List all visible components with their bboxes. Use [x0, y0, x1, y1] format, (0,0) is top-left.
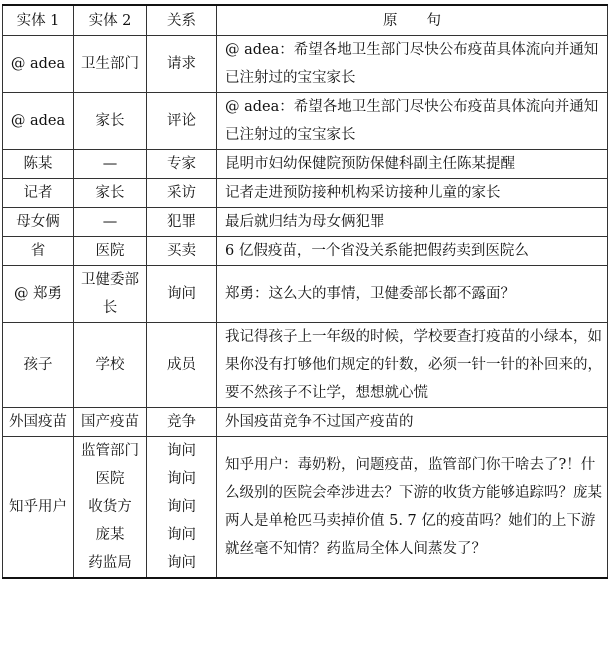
- entity1-cell: 记者: [3, 179, 74, 208]
- entity2-cell: 学校: [74, 323, 147, 408]
- table-row: [3, 323, 608, 408]
- relation-table: [2, 4, 608, 579]
- entity2-cell: 卫健委部长: [74, 266, 147, 323]
- relation-cell: 犯罪: [147, 208, 217, 237]
- entity2-item: 药监局: [88, 555, 132, 571]
- header-sentence: 原 句: [217, 5, 608, 36]
- sentence-cell: 我记得孩子上一年级的时候，学校要查打疫苗的小绿本，如果你没有打够他们规定的针数，必须一针一针的补回来的，要不然孩子不让学，想想就心慌: [217, 323, 608, 408]
- sentence-cell: 记者走进预防接种机构采访接种儿童的家长: [217, 179, 608, 208]
- entity1-cell: @ adea: [3, 93, 74, 150]
- entity2-cell-list: [74, 437, 147, 579]
- entity1-cell: 母女俩: [3, 208, 74, 237]
- entity1-cell: 孩子: [3, 323, 74, 408]
- table-row: [3, 93, 608, 150]
- entity1-cell: @ adea: [3, 36, 74, 93]
- table-row: [3, 237, 608, 266]
- sentence-cell: @ adea：希望各地卫生部门尽快公布疫苗具体流向并通知已注射过的宝宝家长: [217, 36, 608, 93]
- sentence-cell: @ adea：希望各地卫生部门尽快公布疫苗具体流向并通知已注射过的宝宝家长: [217, 93, 608, 150]
- relation-item: 询问: [167, 555, 196, 571]
- entity2-item: 监管部门: [81, 443, 139, 459]
- entity2-item: 收货方: [88, 499, 132, 515]
- sentence-cell: 郑勇：这么大的事情，卫健委部长都不露面？: [217, 266, 608, 323]
- table-row: [3, 208, 608, 237]
- sentence-cell: 6 亿假疫苗，一个省没关系能把假药卖到医院么: [217, 237, 608, 266]
- table-row: [3, 36, 608, 93]
- relation-item: 询问: [167, 471, 196, 487]
- entity2-cell: 国产疫苗: [74, 408, 147, 437]
- entity2-cell: —: [74, 208, 147, 237]
- table-header-row: [3, 5, 608, 36]
- relation-cell: 成员: [147, 323, 217, 408]
- entity1-cell: @ 郑勇: [3, 266, 74, 323]
- entity2-cell: 家长: [74, 179, 147, 208]
- table-row: [3, 150, 608, 179]
- entity2-cell: —: [74, 150, 147, 179]
- relation-cell: 专家: [147, 150, 217, 179]
- sentence-cell: 昆明市妇幼保健院预防保健科副主任陈某提醒: [217, 150, 608, 179]
- entity2-item: 庞某: [95, 527, 125, 543]
- relation-cell: 请求: [147, 36, 217, 93]
- relation-cell: 询问: [147, 266, 217, 323]
- relation-cell-list: [147, 437, 217, 579]
- entity2-cell: 医院: [74, 237, 147, 266]
- header-entity1: 实体 1: [3, 5, 74, 36]
- entity1-cell: 陈某: [3, 150, 74, 179]
- entity2-cell: 卫生部门: [74, 36, 147, 93]
- table-row: [3, 437, 608, 579]
- entity2-item: 医院: [95, 471, 125, 487]
- table-row: [3, 179, 608, 208]
- relation-cell: 评论: [147, 93, 217, 150]
- relation-cell: 采访: [147, 179, 217, 208]
- relation-item: 询问: [167, 443, 196, 459]
- relation-item: 询问: [167, 527, 196, 543]
- sentence-cell: 知乎用户：毒奶粉，问题疫苗，监管部门你干啥去了?！什么级别的医院会牵涉进去？下游的收货方能够追踪吗？庞某两人是单枪匹马卖掉价值 5. 7 亿的疫苗吗？她们的上下游就丝毫不知情？药监局全体人间蒸发了？: [217, 437, 608, 579]
- table-row: [3, 266, 608, 323]
- table-row: [3, 408, 608, 437]
- header-entity2: 实体 2: [74, 5, 147, 36]
- relation-item: 询问: [167, 499, 196, 515]
- entity1-cell: 外国疫苗: [3, 408, 74, 437]
- relation-cell: 竞争: [147, 408, 217, 437]
- entity1-cell: 省: [3, 237, 74, 266]
- header-relation: 关系: [147, 5, 217, 36]
- entity2-cell: 家长: [74, 93, 147, 150]
- relation-cell: 买卖: [147, 237, 217, 266]
- sentence-cell: 外国疫苗竞争不过国产疫苗的: [217, 408, 608, 437]
- sentence-cell: 最后就归结为母女俩犯罪: [217, 208, 608, 237]
- entity1-cell: 知乎用户: [3, 437, 74, 579]
